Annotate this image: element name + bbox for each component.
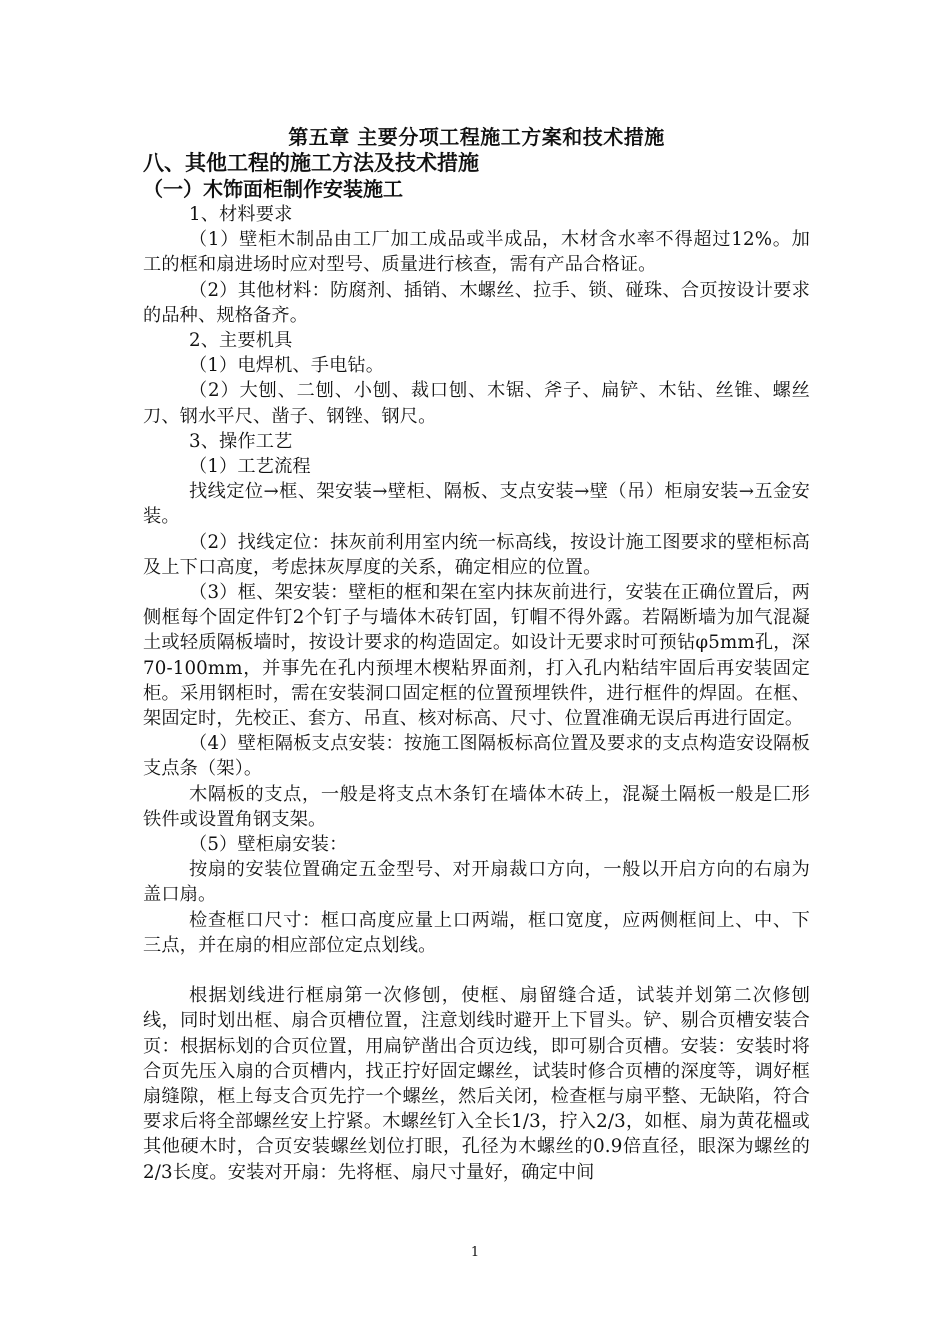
- paragraph-materials-heading: 1、材料要求: [189, 204, 293, 225]
- chapter-title: 第五章 主要分项工程施工方案和技术措施: [288, 125, 665, 149]
- blank-line: [143, 958, 810, 983]
- paragraph-materials-1: （1）壁柜木制品由工厂加工成品或半成品，木材含水率不得超过12%。加工的框和扇进场时应对型号、质量进行核查，需有产品合格证。: [143, 229, 810, 276]
- paragraph-materials-2: （2）其他材料：防腐剂、插销、木螺丝、拉手、锁、碰珠、合页按设计要求的品种、规格备齐。: [143, 279, 810, 326]
- section-heading: 八、其他工程的施工方法及技术措施: [143, 151, 479, 175]
- paragraph-frame-check: 检查框口尺寸：框口高度应量上口两端，框口宽度，应两侧框间上、中、下三点，并在扇的相应部位定点划线。: [143, 909, 810, 956]
- document-body: [143, 120, 810, 1185]
- paragraph-process-flow: 找线定位→框、架安装→壁柜、隔板、支点安装→壁（吊）柜扇安装→五金安装。: [143, 481, 810, 528]
- paragraph-process-heading: 3、操作工艺: [189, 430, 293, 452]
- page-number: 1: [470, 1245, 480, 1260]
- paragraph-tools-1: （1）电焊机、手电钻。: [189, 355, 385, 377]
- paragraph-process-flow-heading: （1）工艺流程: [189, 456, 311, 478]
- paragraph-planing-hinges: 根据划线进行框扇第一次修刨，使框、扇留缝合适，试装并划第二次修刨线，同时划出框、扇合页槽位置，注意划线时避开上下冒头。铲、剔合页槽安装合页：根据标划的合页位置，用扁铲凿出合页边线，即可剔合页槽。安装：安装时将合页先压入扇的合页槽内，找正拧好固定螺丝，试装时修合页槽的深度等，调好框扇缝隙，框上每支合页先拧一个螺丝，然后关闭，检查框与扇平整、无缺陷，符合要求后将全部螺丝安上拧紧。木螺丝钉入全长1/3，拧入2/3，如框、扇为黄花榲或其他硬木时，合页安装螺丝划位打眼，孔径为木螺丝的0.9倍直径，眼深为螺丝的2/3长度。安装对开扇：先将框、扇尺寸量好，确定中间: [143, 985, 810, 1183]
- paragraph-frame-install: （3）框、架安装：壁柜的框和架在室内抹灰前进行，安装在正确位置后，两侧框每个固定件钉2个钉子与墙体木砖钉固，钉帽不得外露。若隔断墙为加气混凝土或轻质隔板墙时，按设计要求的构造固定。如设计无要求时可预钻φ5mm孔，深70-100mm，并事先在孔内预埋木楔粘界面剂，打入孔内粘结牢固后再安装固定柜。采用钢柜时，需在安装洞口固定框的位置预埋铁件，进行框件的焊固。在框、架固定时，先校正、套方、吊直、核对标高、尺寸、位置准确无误后再进行固定。: [143, 582, 810, 730]
- paragraph-door-install-heading: （5）壁柜扇安装：: [189, 834, 348, 856]
- paragraph-tools-2: （2）大刨、二刨、小刨、裁口刨、木锯、斧子、扁铲、木钻、丝锥、螺丝刀、钢水平尺、凿子、钢锉、钢尺。: [143, 380, 810, 427]
- paragraph-door-hardware: 按扇的安装位置确定五金型号、对开扇裁口方向，一般以开启方向的右扇为盖口扇。: [143, 859, 810, 906]
- paragraph-tools-heading: 2、主要机具: [189, 330, 293, 352]
- paragraph-wood-shelf: 木隔板的支点，一般是将支点木条钉在墙体木砖上，混凝土隔板一般是匚形铁件或设置角钢支架。: [143, 783, 810, 830]
- paragraph-positioning: （2）找线定位：抹灰前利用室内统一标高线，按设计施工图要求的壁柜标高及上下口高度，考虑抹灰厚度的关系，确定相应的位置。: [143, 531, 810, 578]
- subsection-heading: （一）木饰面柜制作安装施工: [143, 177, 403, 201]
- paragraph-shelf-support: （4）壁柜隔板支点安装：按施工图隔板标高位置及要求的支点构造安设隔板支点条（架）。: [143, 733, 810, 780]
